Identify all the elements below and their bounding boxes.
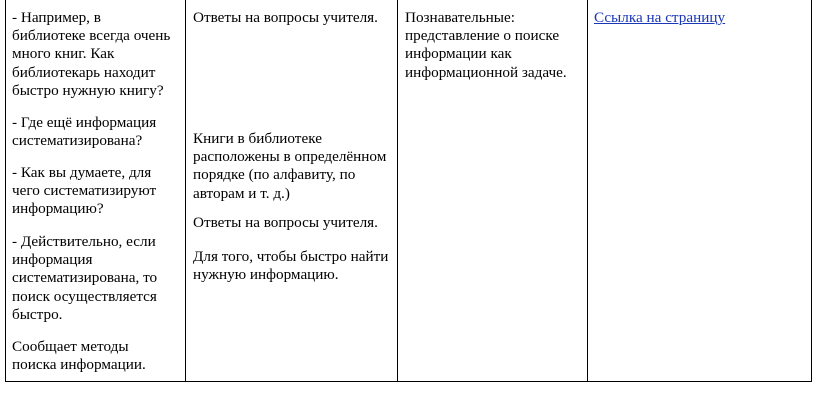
- answer-2: Книги в библиотеке расположены в определённом порядке (по алфавиту, по авторам и т. д.): [193, 130, 387, 202]
- link-cell: [588, 0, 812, 381]
- teacher-note: Сообщает методы поиска информации.: [12, 338, 146, 374]
- question-3: - Как вы думаете, для чего систематизируют информацию?: [12, 164, 157, 218]
- cognitive-skills-text: Познавательные: представление о поиске информации как информационной задаче.: [405, 9, 567, 81]
- question-1: - Например, в библиотеке всегда очень много книг. Как библиотекарь находит быстро нужную книгу?: [12, 9, 171, 99]
- lesson-table: [5, 0, 812, 382]
- question-4: - Действительно, если информация систематизирована, то поиск осуществляется быстро.: [12, 233, 158, 323]
- answer-4: Для того, чтобы быстро найти нужную информацию.: [193, 248, 389, 284]
- question-2: - Где ещё информация систематизирована?: [12, 114, 157, 150]
- skills-cell: [398, 0, 588, 381]
- page-link[interactable]: Ссылка на страницу: [594, 9, 726, 26]
- teacher-activity-cell: [6, 0, 186, 381]
- answer-1: Ответы на вопросы учителя.: [193, 9, 378, 26]
- answer-3: Ответы на вопросы учителя.: [193, 214, 378, 231]
- student-activity-cell: [186, 0, 398, 381]
